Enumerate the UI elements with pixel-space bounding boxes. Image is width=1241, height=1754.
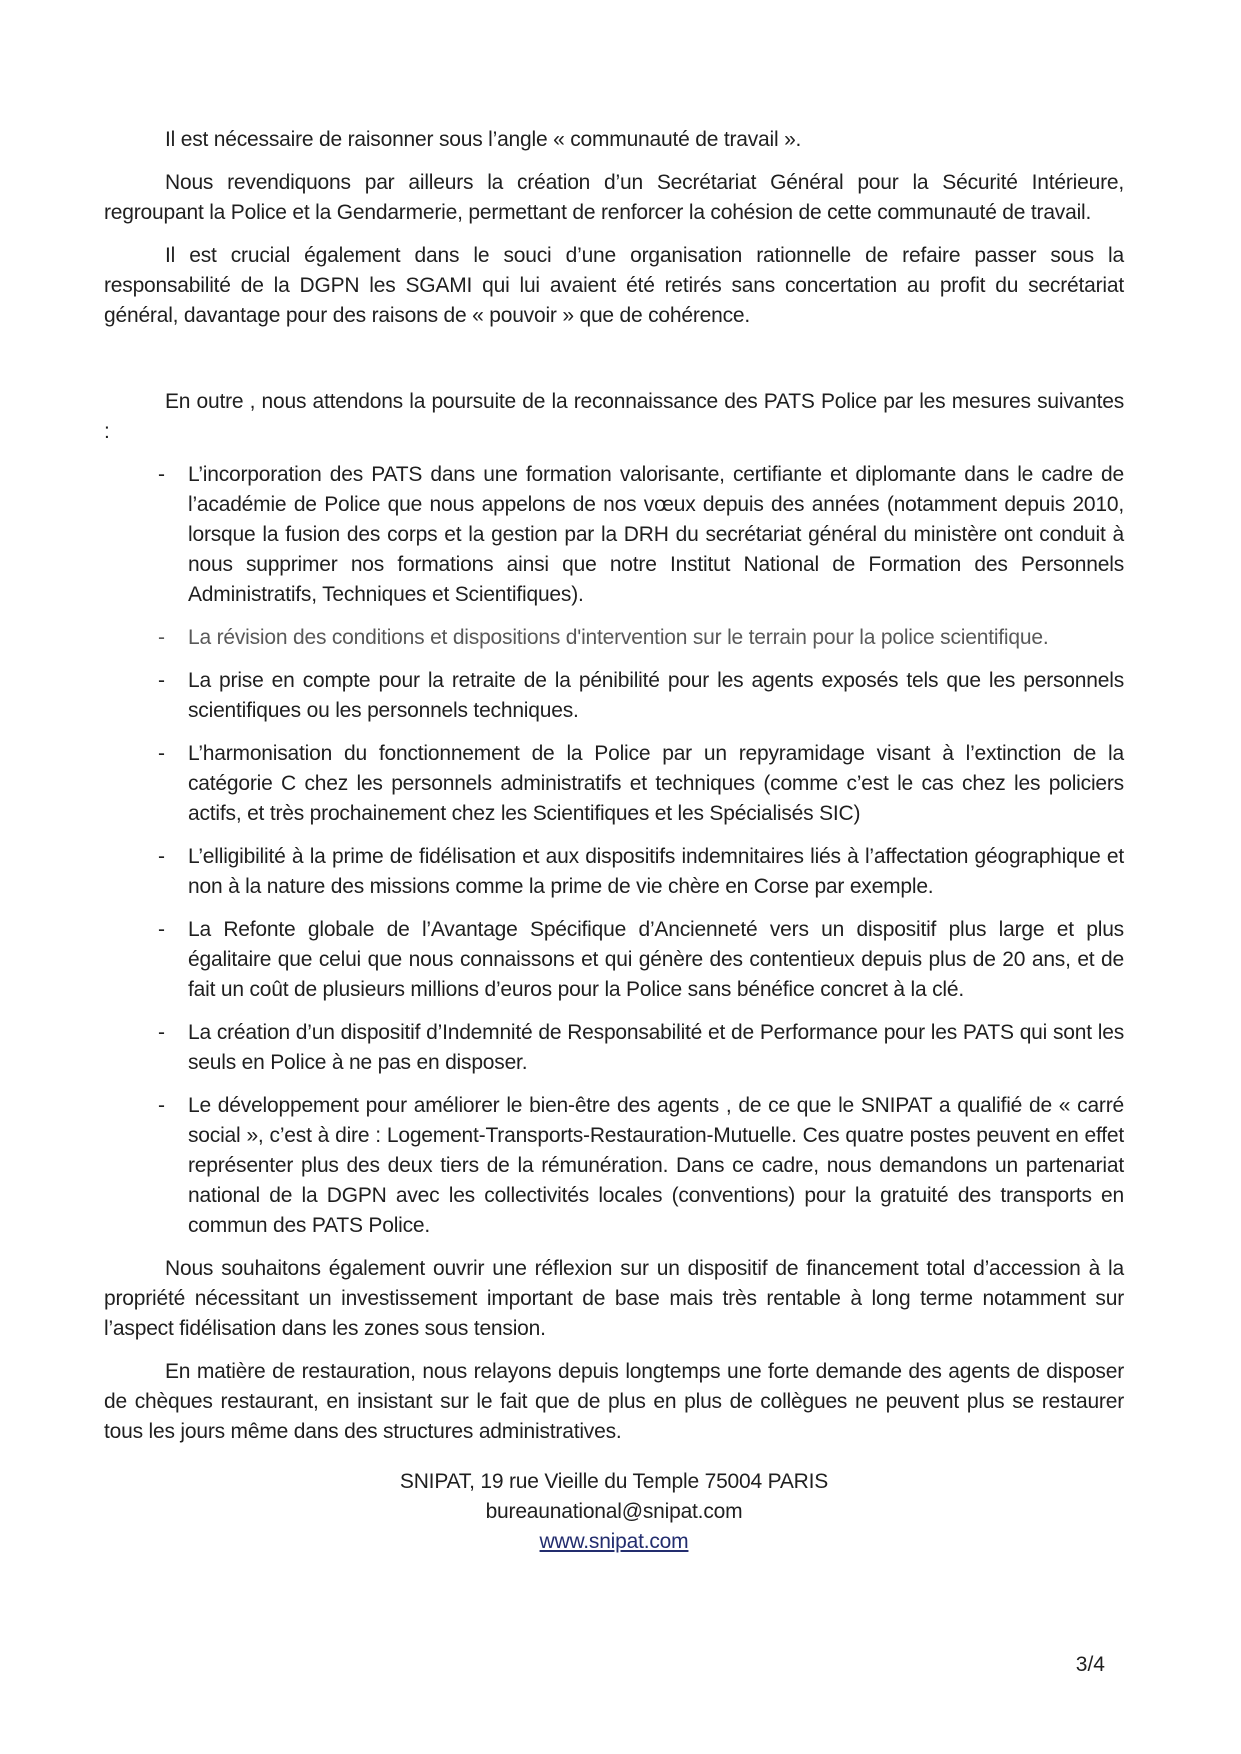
paragraph-accession-propriete: Nous souhaitons également ouvrir une réflexion sur un dispositif de financement total d’accession à la propriété nécessitant un investissement important de base mais très rentable à long terme notamment sur l’aspect fidélisation dans les zones sous tension. <box>104 1257 1124 1340</box>
bullet-dash: - <box>158 742 165 765</box>
bullet-dash: - <box>158 1021 165 1044</box>
list-item-text: L’incorporation des PATS dans une formation valorisante, certifiante et diplomante dans le cadre de l’académie de Police que nous appelons de nos vœux depuis des années (notamment depuis 2010, lorsque la fusion des corps et la gestion par la DRH du secrétariat général du ministère ont conduit à nous supprimer nos formations ainsi que notre Institut National de Formation des Personnels Administratifs, Techniques et Scientifiques). <box>188 463 1124 606</box>
footer-address: SNIPAT, 19 rue Vieille du Temple 75004 PARIS <box>399 1470 829 1493</box>
bullet-dash: - <box>158 845 165 868</box>
list-item-indemnite <box>104 1018 1124 1078</box>
paragraph-en-outre: En outre , nous attendons la poursuite de la reconnaissance des PATS Police par les mesures suivantes : <box>104 390 1124 443</box>
blank-line <box>104 344 1124 387</box>
list-item-elligibilite <box>104 842 1124 902</box>
footer-email: bureaunational@snipat.com <box>485 1500 743 1523</box>
list-item-incorporation <box>104 460 1124 610</box>
list-item-text: Le développement pour améliorer le bien-être des agents , de ce que le SNIPAT a qualifié de « carré social », c’est à dire : Logement-Transports-Restauration-Mutuelle. Ces quatre postes peuvent en effet représenter plus des deux tiers de la rémunération. Dans ce cadre, nous demandons un partenariat national de la DGPN avec les collectivités locales (conventions) pour la gratuité des transports en commun des PATS Police. <box>188 1094 1124 1237</box>
bullet-dash: - <box>158 463 165 486</box>
footer-website-link[interactable]: www.snipat.com <box>539 1530 689 1553</box>
bullet-dash: - <box>158 1094 165 1117</box>
page-number: 3/4 <box>1075 1653 1105 1676</box>
bullet-dash: - <box>158 669 165 692</box>
bullet-dash: - <box>158 918 165 941</box>
list-item-revision <box>104 623 1124 653</box>
paragraph-sgami: Il est crucial également dans le souci d’une organisation rationnelle de refaire passer sous la responsabilité de la DGPN les SGAMI qui lui avaient été retirés sans concertation au profit du secrétariat général, davantage pour des raisons de « pouvoir » que de cohérence. <box>104 244 1124 327</box>
paragraph-secretariat-general: Nous revendiquons par ailleurs la création d’un Secrétariat Général pour la Sécurité Intérieure, regroupant la Police et la Gendarmerie, permettant de renforcer la cohésion de cette communauté de travail. <box>104 171 1124 224</box>
document-footer <box>104 1467 1124 1557</box>
list-item-text: L’elligibilité à la prime de fidélisation et aux dispositifs indemnitaires liés à l’affectation géographique et non à la nature des missions comme la prime de vie chère en Corse par exemple. <box>188 845 1124 898</box>
list-item-harmonisation <box>104 739 1124 829</box>
list-item-text: La Refonte globale de l’Avantage Spécifique d’Ancienneté vers un dispositif plus large et plus égalitaire que celui que nous connaissons et qui génère des contentieux depuis plus de 20 ans, et de fait un coût de plusieurs millions d’euros pour la Police sans bénéfice concret à la clé. <box>188 918 1124 1001</box>
paragraph-restauration: En matière de restauration, nous relayons depuis longtemps une forte demande des agents de disposer de chèques restaurant, en insistant sur le fait que de plus en plus de collègues ne peuvent plus se restaurer tous les jours même dans des structures administratives. <box>104 1360 1124 1443</box>
bullet-dash: - <box>158 626 165 649</box>
list-item-carre-social <box>104 1091 1124 1241</box>
list-item-refonte-asa <box>104 915 1124 1005</box>
list-item-text: L’harmonisation du fonctionnement de la Police par un repyramidage visant à l’extinction de la catégorie C chez les personnels administratifs et techniques (comme c’est le cas chez les policiers actifs, et très prochainement chez les Scientifiques et les Spécialisés SIC) <box>188 742 1124 825</box>
list-item-penibilite <box>104 666 1124 726</box>
paragraph-communaute: Il est nécessaire de raisonner sous l’angle « communauté de travail ». <box>165 128 802 151</box>
list-item-text: La révision des conditions et dispositions d'intervention sur le terrain pour la police scientifique. <box>188 626 1049 649</box>
list-item-text: La création d’un dispositif d’Indemnité de Responsabilité et de Performance pour les PATS qui sont les seuls en Police à ne pas en disposer. <box>188 1021 1124 1074</box>
list-item-text: La prise en compte pour la retraite de la pénibilité pour les agents exposés tels que les personnels scientifiques ou les personnels techniques. <box>188 669 1124 722</box>
